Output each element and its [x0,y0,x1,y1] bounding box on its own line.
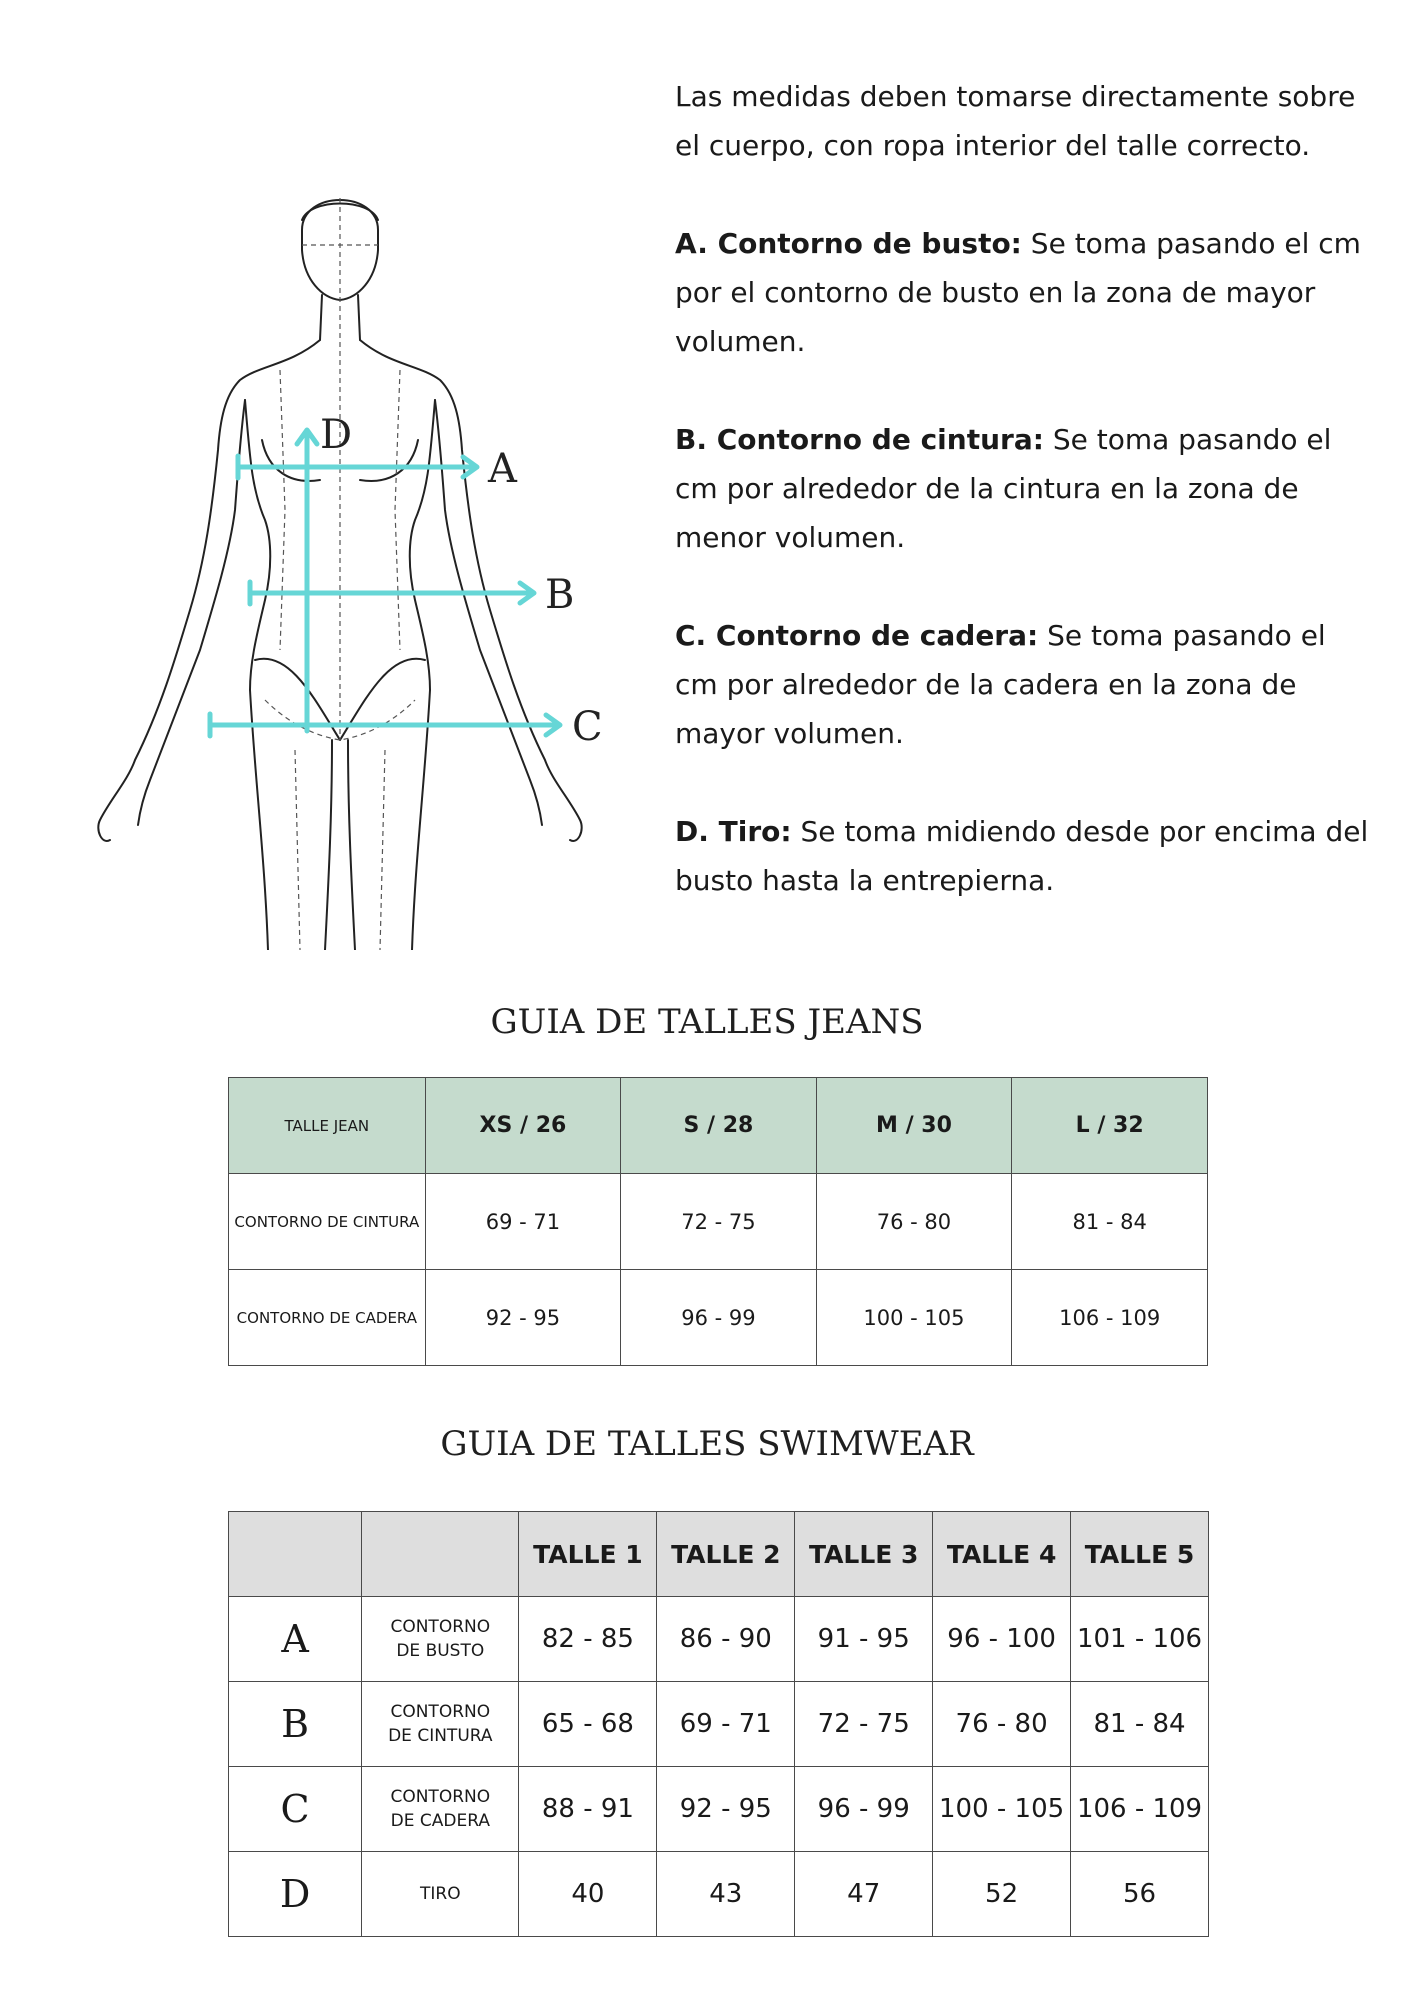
jeans-guide-title: GUIA DE TALLES JEANS [490,1002,924,1042]
table-cell: 72 - 75 [621,1174,816,1270]
instruction-a: A. Contorno de busto: Se toma pasando el cm por el contorno de busto en la zona de mayor volumen. [675,227,1361,358]
table-cell: 96 - 99 [621,1270,816,1366]
size-header: TALLE 3 [795,1512,933,1597]
table-cell: 91 - 95 [795,1597,933,1682]
empty-header-cell [229,1512,362,1597]
table-cell: 69 - 71 [425,1174,621,1270]
table-cell: 92 - 95 [425,1270,621,1366]
table-cell: 88 - 91 [519,1767,657,1852]
table-row [229,1597,1209,1682]
jeans-size-table [228,1077,1208,1366]
table-cell: 47 [795,1852,933,1937]
row-letter: B [229,1682,362,1767]
table-header-row [229,1512,1209,1597]
table-row [229,1174,1208,1270]
row-label: CONTORNO DE CADERA [362,1767,519,1852]
table-row [229,1767,1209,1852]
row-letter: A [229,1597,362,1682]
size-header: TALLE 4 [933,1512,1071,1597]
table-cell: 106 - 109 [1012,1270,1208,1366]
table-row [229,1852,1209,1937]
instruction-c: C. Contorno de cadera: Se toma pasando el cm por alrededor de la cadera en la zona de mayor volumen. [675,619,1326,750]
row-label: CONTORNO DE BUSTO [362,1597,519,1682]
measurement-instructions [675,72,1375,905]
row-letter: C [229,1767,362,1852]
table-cell: 43 [657,1852,795,1937]
table-row [229,1270,1208,1366]
table-cell: 69 - 71 [657,1682,795,1767]
swimwear-guide-title: GUIA DE TALLES SWIMWEAR [440,1424,974,1464]
size-header: S / 28 [621,1078,816,1174]
table-cell: 101 - 106 [1071,1597,1209,1682]
size-header: TALLE 5 [1071,1512,1209,1597]
row-label: TIRO [362,1852,519,1937]
table-cell: 76 - 80 [816,1174,1012,1270]
row-letter: D [229,1852,362,1937]
label-a: A [488,446,517,492]
table-cell: 72 - 75 [795,1682,933,1767]
instruction-d: D. Tiro: Se toma midiendo desde por encima del busto hasta la entrepierna. [675,815,1369,897]
table-cell: 52 [933,1852,1071,1937]
size-header: M / 30 [816,1078,1012,1174]
size-header: XS / 26 [425,1078,621,1174]
instructions-intro: Las medidas deben tomarse directamente sobre el cuerpo, con ropa interior del talle correcto. [675,80,1356,162]
size-header: TALLE 1 [519,1512,657,1597]
table-cell: 106 - 109 [1071,1767,1209,1852]
label-b: B [545,572,575,618]
table-cell: 56 [1071,1852,1209,1937]
table-cell: 81 - 84 [1071,1682,1209,1767]
table-cell: 96 - 99 [795,1767,933,1852]
row-label: CONTORNO DE CADERA [229,1270,426,1366]
body-measurement-diagram [40,180,640,950]
table-cell: 100 - 105 [816,1270,1012,1366]
label-d: D [320,412,353,458]
row-label: CONTORNO DE CINTURA [362,1682,519,1767]
header-label: TALLE JEAN [229,1078,426,1174]
table-cell: 65 - 68 [519,1682,657,1767]
table-cell: 86 - 90 [657,1597,795,1682]
table-cell: 92 - 95 [657,1767,795,1852]
empty-header-cell [362,1512,519,1597]
table-cell: 76 - 80 [933,1682,1071,1767]
row-label: CONTORNO DE CINTURA [229,1174,426,1270]
table-cell: 40 [519,1852,657,1937]
instruction-b: B. Contorno de cintura: Se toma pasando el cm por alrededor de la cintura en la zona de menor volumen. [675,423,1332,554]
body-figure-illustration [40,180,640,950]
table-cell: 81 - 84 [1012,1174,1208,1270]
table-row [229,1682,1209,1767]
table-cell: 100 - 105 [933,1767,1071,1852]
swimwear-size-table [228,1511,1209,1937]
table-header-row [229,1078,1208,1174]
size-header: L / 32 [1012,1078,1208,1174]
label-c: C [572,704,603,750]
table-cell: 96 - 100 [933,1597,1071,1682]
size-header: TALLE 2 [657,1512,795,1597]
table-cell: 82 - 85 [519,1597,657,1682]
